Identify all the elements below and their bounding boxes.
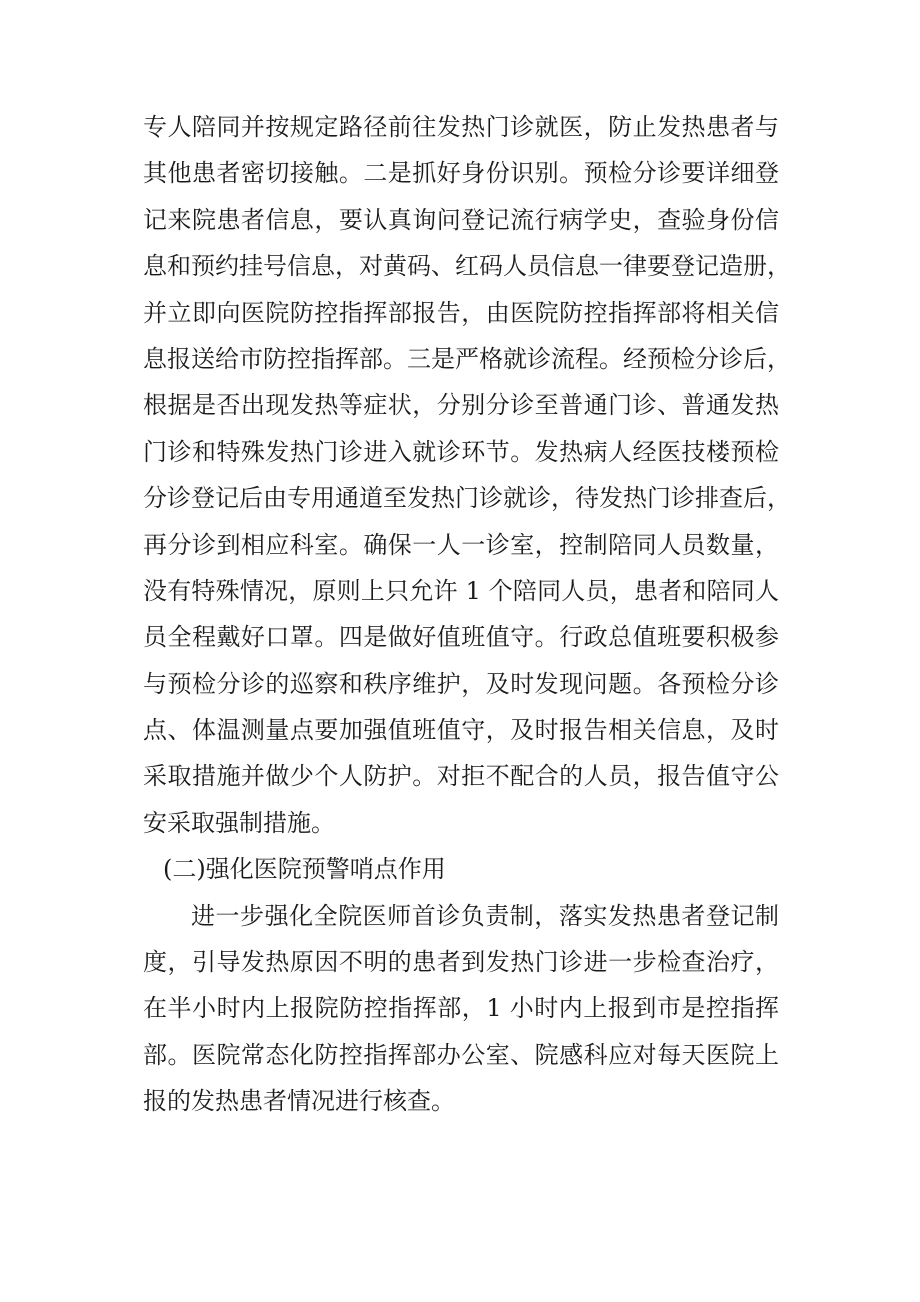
text-line: 分诊登记后由专用通道至发热门诊就诊，待发热门诊排查后， [143,484,791,513]
text-line: 在半小时内上报院防控指挥部，1 小时内上报到市是控指挥 [143,994,779,1023]
text-line: 部。医院常态化防控指挥部办公室、院感科应对每天医院上 [143,1040,779,1069]
text-line: 采取措施并做少个人防护。对拒不配合的人员，报告值守公 [143,762,779,791]
text-line: 与预检分诊的巡察和秩序维护，及时发现问题。各预检分诊 [143,669,779,698]
text-line: 度，引导发热原因不明的患者到发热门诊进一步检查治疗， [143,948,779,977]
section-heading: (二)强化医院预警哨点作用 [163,855,446,884]
text-line: 并立即向医院防控指挥部报告，由医院防控指挥部将相关信 [143,298,779,327]
text-line: 进一步强化全院医师首诊负责制，落实发热患者登记制 [191,901,779,930]
text-line: 其他患者密切接触。二是抓好身份识别。预检分诊要详细登 [143,159,779,188]
document-body [143,104,791,1125]
text-line: 记来院患者信息，要认真询问登记流行病学史，查验身份信 [143,205,779,234]
text-line: 没有特殊情况，原则上只允许 1 个陪同人员，患者和陪同人 [143,576,779,605]
text-line: 息和预约挂号信息，对黄码、红码人员信息一律要登记造册， [143,252,791,281]
text-line: 员全程戴好口罩。四是做好值班值守。行政总值班要积极参 [143,623,779,652]
text-line: 根据是否出现发热等症状，分别分诊至普通门诊、普通发热 [143,391,779,420]
text-line: 再分诊到相应科室。确保一人一诊室，控制陪同人员数量， [143,530,779,559]
text-line: 点、体温测量点要加强值班值守，及时报告相关信息，及时 [143,716,779,745]
text-line: 息报送给市防控指挥部。三是严格就诊流程。经预检分诊后， [143,344,791,373]
text-line: 安采取强制措施。 [143,808,335,837]
paragraph-1 [143,104,791,846]
paragraph-2 [143,893,779,1125]
text-line: 门诊和特殊发热门诊进入就诊环节。发热病人经医技楼预检 [143,437,779,466]
text-line: 专人陪同并按规定路径前往发热门诊就医，防止发热患者与 [143,113,779,141]
text-line: 报的发热患者情况进行核查。 [143,1087,455,1116]
